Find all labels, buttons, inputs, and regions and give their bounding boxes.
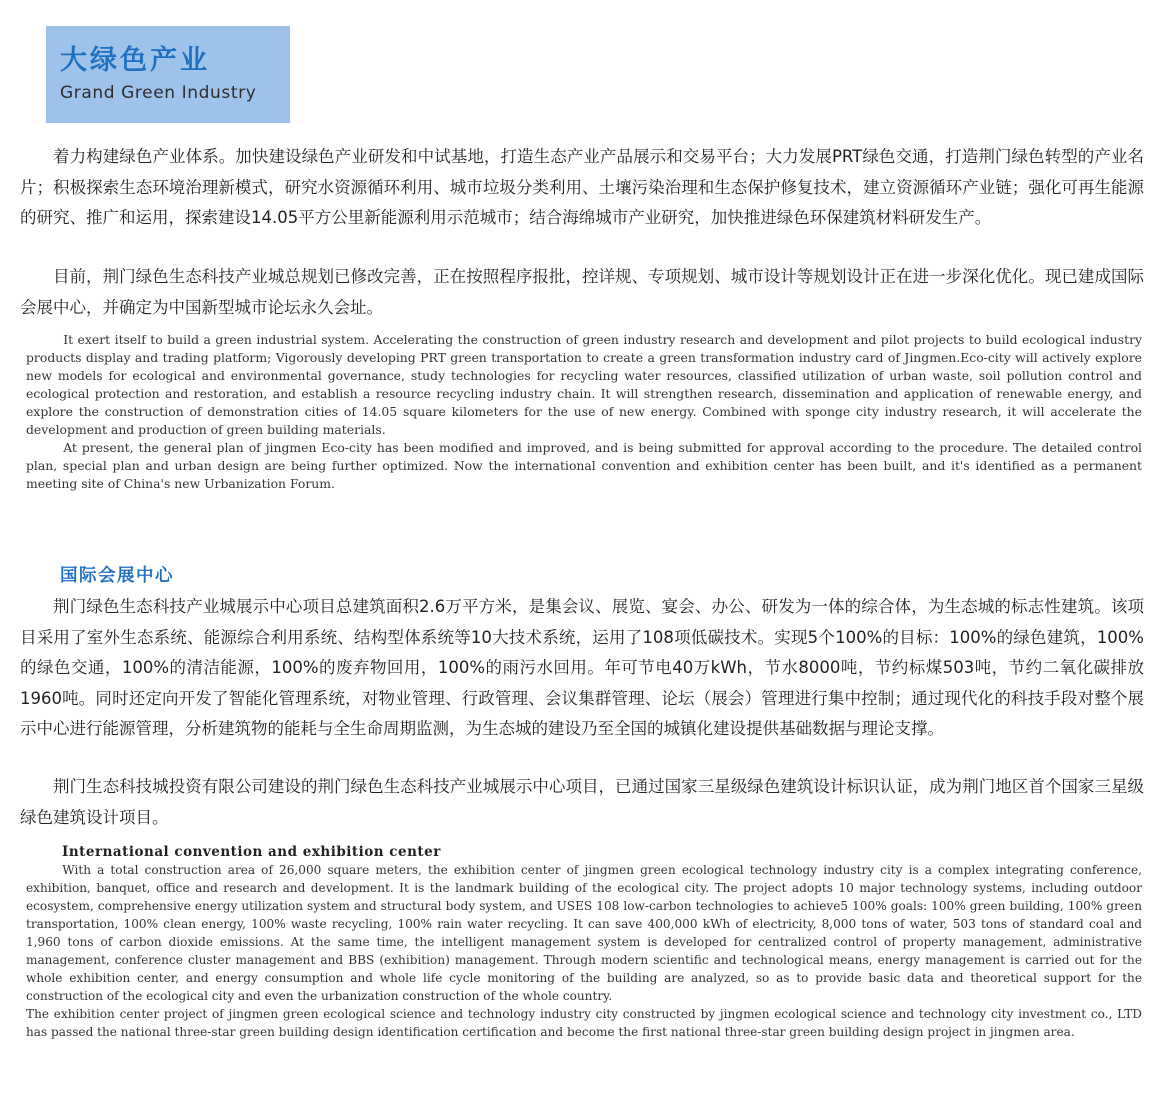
intro-paragraph-en-1: It exert itself to build a green industrial system. Accelerating the construction of green industry research and development and pilot projects to build ecological industry products display and trading platform; Vigorously developing PRT green transportation to create a green transformation industry card of Jingmen.Eco-city will actively explore new models for ecological and environmental governance, study technologies for recycling water resources, classified utilization of urban waste, soil pollution control and ecological protection and restoration, and establish a resource recycling industry chain. It will strengthen research, dissemination and application of renewable energy, and explore the construction of demonstration cities of 14.05 square kilometers for the use of new energy. Combined with sponge city industry research, it will accelerate the development and production of green building materials.	[26, 332, 1142, 437]
convention-heading-english: International convention and exhibition center	[62, 844, 441, 860]
convention-paragraph-en-1: With a total construction area of 26,000 square meters, the exhibition center of jingmen green ecological technology industry city is a complex integrating conference, exhibition, banquet, office and research and development. It is the landmark building of the ecological city. The project adopts 10 major technology systems, including outdoor ecosystem, comprehensive energy utilization system and structural body system, and USES 108 low-carbon technologies to achieve5 100% goals: 100% green building, 100% green transportation, 100% clean energy, 100% waste recycling, 100% rain water recycling. It can save 400,000 kWh of electricity, 8,000 tons of water, 503 tons of standard coal and 1,960 tons of carbon dioxide emissions. At the same time, the intelligent management system is developed for centralized control of property management, administrative management, conference cluster management and BBS (exhibition) management. Through modern scientific and technological means, energy management is carried out for the whole exhibition center, and energy consumption and whole life cycle monitoring of the building are analyzed, so as to provide basic data and theoretical support for the construction of the ecological city and even the urbanization construction of the whole country.	[26, 863, 1142, 1003]
section-heading-convention-center: 国际会展中心	[60, 566, 174, 586]
page-title-chinese: 大绿色产业	[60, 45, 210, 76]
intro-paragraph-zh-2: 目前，荆门绿色生态科技产业城总规划已修改完善，正在按照程序报批，控详规、专项规划、城市设计等规划设计正在进一步深化优化。现已建成国际会展中心，并确定为中国新型城市论坛永久会址。	[20, 267, 1144, 317]
convention-paragraph-en-2: The exhibition center project of jingmen green ecological science and technology industry city constructed by jingmen ecological science and technology city investment co., LTD has passed the national three-star green building design identification certification and become the first national three-star green building design project in jingmen area.	[26, 1007, 1142, 1039]
intro-paragraph-zh-1: 着力构建绿色产业体系。加快建设绿色产业研发和中试基地，打造生态产业产品展示和交易平台；大力发展PRT绿色交通，打造荆门绿色转型的产业名片；积极探索生态环境治理新模式，研究水资源循环利用、城市垃圾分类利用、土壤污染治理和生态保护修复技术，建立资源循环产业链；强化可再生能源的研究、推广和运用，探索建设14.05平方公里新能源利用示范城市；结合海绵城市产业研究，加快推进绿色环保建筑材料研发生产。	[20, 147, 1144, 228]
intro-paragraph-en-2: At present, the general plan of jingmen Eco-city has been modified and improved, and is being submitted for approval according to the procedure. The detailed control plan, special plan and urban design are being further optimized. Now the international convention and exhibition center has been built, and it's identified as a permanent meeting site of China's new Urbanization Forum.	[26, 440, 1142, 491]
convention-english-block	[26, 843, 1142, 1041]
intro-english-block	[26, 331, 1142, 493]
convention-paragraph-zh-2: 荆门生态科技城投资有限公司建设的荆门绿色生态科技产业城展示中心项目，已通过国家三星级绿色建筑设计标识认证，成为荆门地区首个国家三星级绿色建筑设计项目。	[20, 777, 1144, 827]
page-title-english: Grand Green Industry	[60, 83, 257, 103]
convention-paragraph-zh-1: 荆门绿色生态科技产业城展示中心项目总建筑面积2.6万平方米，是集会议、展览、宴会、办公、研发为一体的综合体，为生态城的标志性建筑。该项目采用了室外生态系统、能源综合利用系统、结构型体系统等10大技术系统，运用了108项低碳技术。实现5个100%的目标：100%的绿色建筑，100%的绿色交通，100%的清洁能源，100%的废弃物回用，100%的雨污水回用。年可节电40万kWh，节水8000吨，节约标煤503吨，节约二氧化碳排放1960吨。同时还定向开发了智能化管理系统，对物业管理、行政管理、会议集群管理、论坛（展会）管理进行集中控制；通过现代化的科技手段对整个展示中心进行能源管理，分析建筑物的能耗与全生命周期监测，为生态城的建设乃至全国的城镇化建设提供基础数据与理论支撑。	[20, 597, 1144, 739]
section-title-banner	[46, 26, 290, 123]
